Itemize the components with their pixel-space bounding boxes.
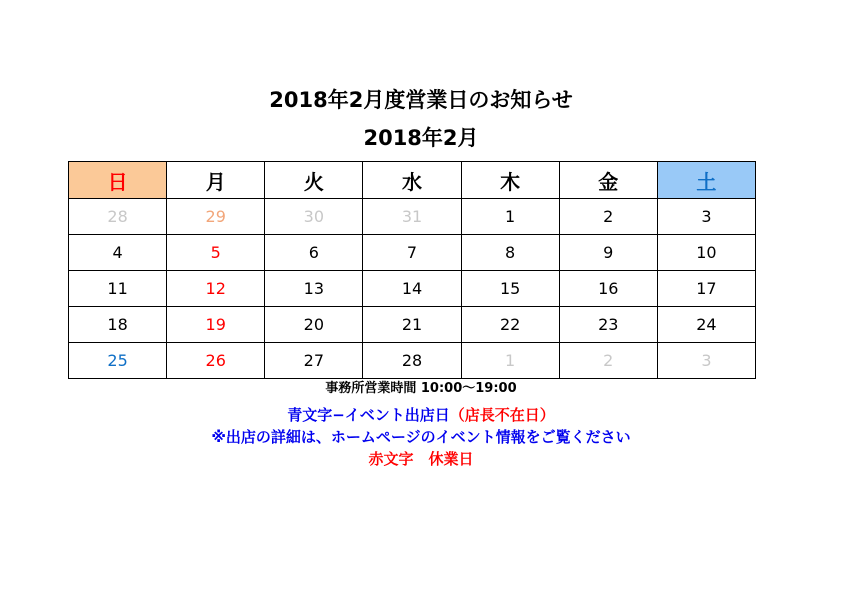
week-row — [69, 199, 756, 235]
day-cell: 17 — [657, 271, 755, 307]
day-cell: 22 — [461, 307, 559, 343]
day-cell: 31 — [363, 199, 461, 235]
day-cell: 21 — [363, 307, 461, 343]
office-hours-note: 事務所営業時間 10:00～19:00 — [325, 381, 517, 396]
day-cell: 16 — [559, 271, 657, 307]
day-cell: 1 — [461, 343, 559, 379]
day-cell: 11 — [69, 271, 167, 307]
weekday-header-sat: 土 — [657, 162, 755, 199]
weekday-header-wed: 水 — [363, 162, 461, 199]
day-cell: 8 — [461, 235, 559, 271]
weekday-header-thu: 木 — [461, 162, 559, 199]
day-cell: 2 — [559, 199, 657, 235]
week-row — [69, 271, 756, 307]
weekday-header-row — [69, 162, 756, 199]
weekday-header-fri: 金 — [559, 162, 657, 199]
event-detail-note: ※出店の詳細は、ホームページのイベント情報をご覧ください — [211, 428, 631, 446]
day-cell: 3 — [657, 199, 755, 235]
week-row — [69, 343, 756, 379]
day-cell: 15 — [461, 271, 559, 307]
day-cell: 6 — [265, 235, 363, 271]
weekday-header-sun: 日 — [69, 162, 167, 199]
day-cell: 28 — [363, 343, 461, 379]
day-cell: 23 — [559, 307, 657, 343]
day-cell: 5 — [167, 235, 265, 271]
weekday-header-tue: 火 — [265, 162, 363, 199]
day-cell: 1 — [461, 199, 559, 235]
day-cell: 13 — [265, 271, 363, 307]
month-subtitle: 2018年2月 — [363, 126, 479, 150]
day-cell: 20 — [265, 307, 363, 343]
day-cell: 18 — [69, 307, 167, 343]
red-text-legend: 赤文字 休業日 — [368, 450, 474, 468]
day-cell: 26 — [167, 343, 265, 379]
blue-legend-paren: （店長不在日） — [449, 406, 555, 424]
day-cell: 7 — [363, 235, 461, 271]
calendar-table — [68, 161, 756, 379]
week-row — [69, 307, 756, 343]
day-cell: 14 — [363, 271, 461, 307]
day-cell: 2 — [559, 343, 657, 379]
blue-legend-text: 青文字−イベント出店日 — [287, 406, 450, 424]
day-cell: 28 — [69, 199, 167, 235]
day-cell: 25 — [69, 343, 167, 379]
blue-text-legend — [0, 405, 842, 425]
day-cell: 19 — [167, 307, 265, 343]
day-cell: 3 — [657, 343, 755, 379]
weekday-header-mon: 月 — [167, 162, 265, 199]
day-cell: 29 — [167, 199, 265, 235]
week-row — [69, 235, 756, 271]
page-title: 2018年2月度営業日のお知らせ — [269, 88, 573, 112]
day-cell: 4 — [69, 235, 167, 271]
day-cell: 9 — [559, 235, 657, 271]
day-cell: 27 — [265, 343, 363, 379]
day-cell: 12 — [167, 271, 265, 307]
day-cell: 10 — [657, 235, 755, 271]
day-cell: 30 — [265, 199, 363, 235]
day-cell: 24 — [657, 307, 755, 343]
